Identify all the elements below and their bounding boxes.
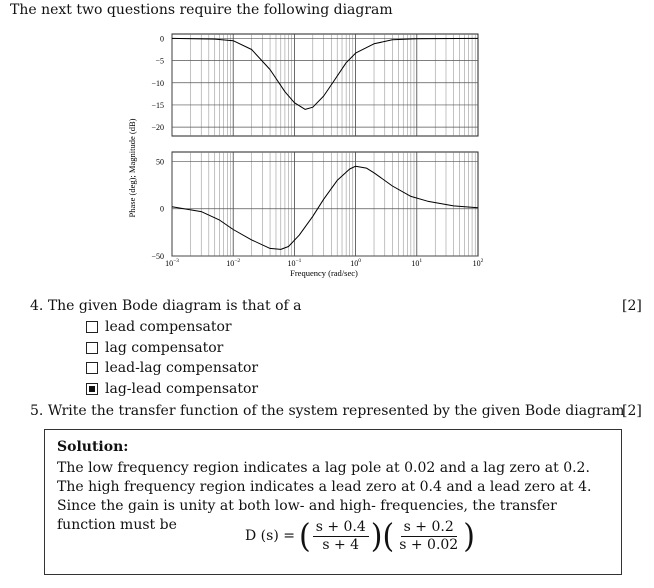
magnitude-panel (151, 34, 478, 136)
fraction-lag (396, 520, 461, 553)
x-axis-ticks (165, 258, 484, 268)
phase-tick-label: 50 (156, 157, 164, 167)
question-4-text: The given Bode diagram is that of a (47, 298, 302, 314)
option-label: lead compensator (105, 319, 232, 335)
option-label: lag-lead compensator (105, 381, 259, 397)
option-lag-lead-compensator[interactable] (86, 381, 258, 397)
x-tick-label: $10^{-1}$ (287, 258, 302, 268)
question-4 (30, 298, 302, 314)
option-lead-lag-compensator[interactable] (86, 360, 258, 376)
bode-plot (100, 20, 500, 282)
option-label: lead-lag compensator (105, 360, 259, 376)
fraction-lead (313, 520, 369, 553)
checkbox[interactable] (86, 362, 98, 374)
fraction-lead-numerator: s + 0.4 (313, 520, 369, 537)
magnitude-tick-label: −15 (151, 100, 164, 110)
phase-frame (172, 152, 478, 256)
fraction-lead-denominator: s + 4 (322, 537, 360, 553)
solution-title: Solution: (57, 439, 129, 455)
transfer-function (245, 516, 475, 556)
intro-text: The next two questions require the following diagram (10, 2, 393, 18)
phase-curve (172, 166, 478, 249)
left-paren: ( (298, 516, 311, 556)
magnitude-tick-label: 0 (160, 34, 164, 44)
x-axis-label: Frequency (rad/sec) (290, 268, 358, 278)
magnitude-tick-label: −20 (151, 123, 164, 133)
x-tick-label: $10^{-3}$ (165, 258, 179, 268)
checkbox[interactable] (86, 342, 98, 354)
magnitude-tick-label: −10 (151, 78, 164, 88)
left-paren: ( (382, 516, 395, 556)
option-label: lag compensator (105, 340, 224, 356)
checkbox[interactable] (86, 321, 98, 333)
question-5-marks: [2] (622, 403, 642, 419)
magnitude-frame (172, 34, 478, 136)
question-5-number: 5. (30, 403, 44, 419)
phase-tick-label: 0 (160, 204, 164, 214)
x-tick-label: $10^1$ (411, 258, 423, 268)
x-tick-label: $10^2$ (472, 258, 484, 268)
y-axis-label: Phase (deg); Magnitude (dB) (127, 118, 137, 218)
solution-body: The low frequency region indicates a lag pole at 0.02 and a lag zero at 0.2. The high frequency region indicates a lead zero at 0.4 and a lead zero at 4. Since the gain is unity at both low- and high- frequencies, the transfer function must be (57, 460, 592, 533)
fraction-lag-denominator: s + 0.02 (399, 537, 459, 553)
right-paren: ) (370, 516, 383, 556)
option-lag-compensator[interactable] (86, 340, 223, 356)
option-lead-compensator[interactable] (86, 319, 232, 335)
checkbox-checked[interactable] (86, 383, 98, 395)
question-5-text: Write the transfer function of the system represented by the given Bode diagram (47, 403, 625, 419)
question-4-number: 4. (30, 298, 44, 314)
x-tick-label: $10^{-2}$ (226, 258, 241, 268)
formula-lhs: D (s) = (245, 528, 295, 544)
magnitude-curve (172, 38, 478, 109)
x-tick-label: $10^0$ (350, 258, 361, 268)
question-5 (30, 403, 624, 419)
solution-box (44, 429, 622, 575)
fraction-lag-numerator: s + 0.2 (401, 520, 457, 537)
phase-panel (151, 152, 478, 261)
question-4-marks: [2] (622, 298, 642, 314)
phase-tick-label: −50 (151, 252, 164, 261)
right-paren: ) (463, 516, 475, 556)
magnitude-tick-label: −5 (155, 56, 164, 66)
